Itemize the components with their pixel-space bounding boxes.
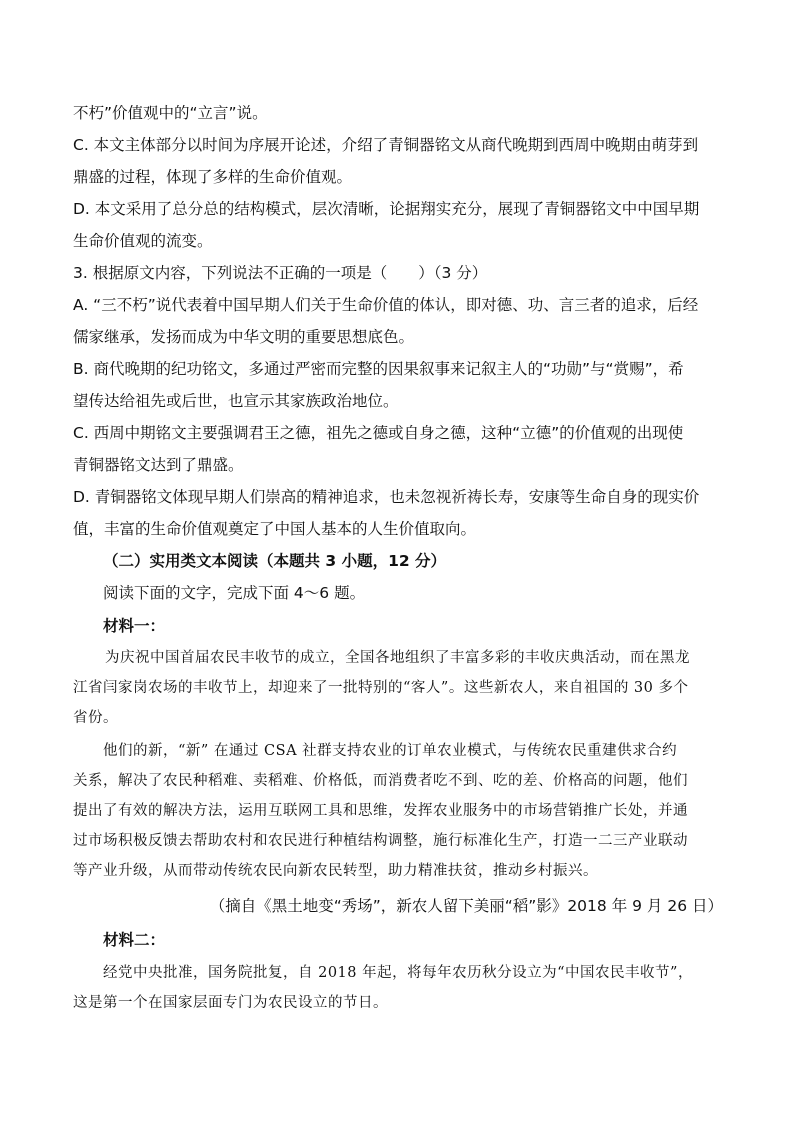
q3-option-d-line-1: D. 青铜器铭文体现早期人们崇高的精神追求，也未忽视祈祷长寿，安康等生命自身的现实价	[73, 488, 700, 506]
material-two-line-1: 经党中央批准，国务院批复，自 2018 年起，将每年农历秋分设立为“中国农民丰收节”，	[103, 965, 693, 981]
q3-option-c-line-1: C. 西周中期铭文主要强调君王之德，祖先之德或自身之德，这种“立德”的价值观的出现使	[73, 424, 684, 442]
reading-instruction: 阅读下面的文字，完成下面 4～6 题。	[103, 584, 366, 602]
material-one-para-2-line-1: 他们的新，“新” 在通过 CSA 社群支持农业的订单农业模式，与传统农民重建供求合约	[103, 743, 678, 759]
material-two-label: 材料二：	[103, 931, 166, 949]
material-one-source: （摘自《黑土地变“秀场”，新农人留下美丽“稻”影》2018 年 9 月 26 日）	[209, 897, 723, 915]
question-3-stem: 3. 根据原文内容，下列说法不正确的一项是（ ）（3 分）	[73, 264, 488, 282]
material-one-para-2-line-2: 关系，解决了农民种稻难、卖稻难、价格低，而消费者吃不到、吃的差、价格高的问题，他们	[73, 773, 688, 789]
material-one-para-1-line-3: 省份。	[73, 710, 118, 726]
material-one-label: 材料一：	[103, 617, 166, 635]
material-two-line-2: 这是第一个在国家层面专门为农民设立的节日。	[73, 995, 388, 1011]
option-d-line-1: D. 本文采用了总分总的结构模式，层次清晰，论据翔实充分，展现了青铜器铭文中中国早期	[73, 200, 700, 218]
q3-option-b-line-2: 望传达给祖先或后世，也宣示其家族政治地位。	[73, 392, 399, 410]
q3-option-c-line-2: 青铜器铭文达到了鼎盛。	[73, 456, 244, 474]
q3-option-b-line-1: B. 商代晚期的纪功铭文，多通过严密而完整的因果叙事来记叙主人的“功勋”与“赏赐”，希	[73, 360, 684, 378]
option-b-continuation: 不朽”价值观中的“立言”说。	[73, 104, 268, 122]
material-one-para-2-line-4: 过市场积极反馈去帮助农村和农民进行种植结构调整，施行标准化生产，打造一二三产业联动	[73, 833, 688, 849]
material-one-para-1-line-1: 为庆祝中国首届农民丰收节的成立，全国各地组织了丰富多彩的丰收庆典活动，而在黑龙	[105, 650, 690, 666]
section-heading: （二）实用类文本阅读（本题共 3 小题，12 分）	[103, 552, 447, 570]
material-one-para-2-line-5: 等产业升级，从而带动传统农民向新农民转型，助力精准扶贫，推动乡村振兴。	[73, 863, 598, 879]
material-one-para-1-line-2: 江省闫家岗农场的丰收节上，却迎来了一批特别的“客人”。这些新农人，来自祖国的 30 多个	[73, 680, 689, 696]
q3-option-d-line-2: 值，丰富的生命价值观奠定了中国人基本的人生价值取向。	[73, 520, 477, 538]
q3-option-a-line-1: A. “三不朽”说代表着中国早期人们关于生命价值的体认，即对德、功、言三者的追求，后经	[73, 296, 699, 314]
option-d-line-2: 生命价值观的流变。	[73, 232, 213, 250]
material-one-para-2-line-3: 提出了有效的解决方法，运用互联网工具和思维，发挥农业服务中的市场营销推广长处，并通	[73, 803, 688, 819]
q3-option-a-line-2: 儒家继承，发扬而成为中华文明的重要思想底色。	[73, 328, 415, 346]
option-c-line-2: 鼎盛的过程，体现了多样的生命价值观。	[73, 168, 353, 186]
option-c-line-1: C. 本文主体部分以时间为序展开论述，介绍了青铜器铭文从商代晚期到西周中晚期由萌芽到	[73, 136, 699, 154]
